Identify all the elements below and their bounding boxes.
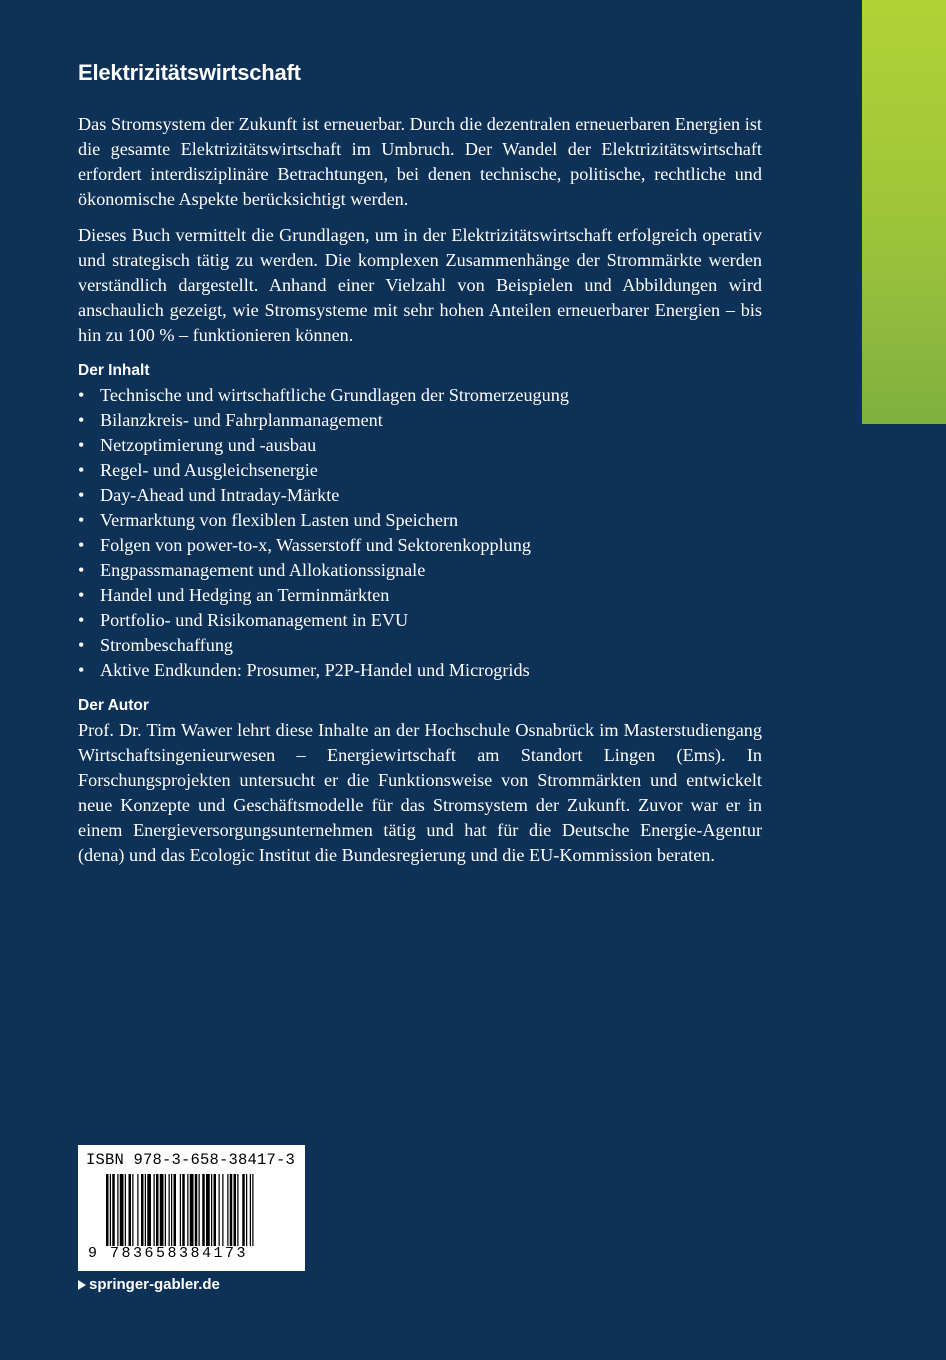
barcode-bar xyxy=(250,1174,251,1246)
barcode-bar xyxy=(252,1174,253,1246)
intro-paragraph: Dieses Buch vermittelt die Grundlagen, um in der Elektrizitätswirtschaft erfolgreich operativ und strategisch tätig zu werden. Die komplexen Zusammenhänge der Strommärkte werden verständlich dargestellt. Anhand einer Vielzahl von Beispielen und Abbildungen wird anschaulich gezeigt, wie Stromsysteme mit sehr hohen Anteilen erneuerbarer Energien – bis hin zu 100 % – funktionieren können. xyxy=(78,225,762,345)
barcode-bar xyxy=(211,1174,212,1246)
barcode-bar xyxy=(171,1174,172,1246)
barcode-bar xyxy=(206,1174,210,1246)
list-item: • Vermarktung von flexiblen Lasten und Speichern xyxy=(78,508,762,533)
barcode-bar xyxy=(190,1174,194,1246)
barcode-bar xyxy=(147,1174,151,1246)
barcode-bar xyxy=(106,1174,109,1246)
list-item: • Folgen von power-to-x, Wasserstoff und Sektorenkopplung xyxy=(78,533,762,558)
publisher-link[interactable] xyxy=(78,1276,220,1293)
author-heading: Der Autor xyxy=(78,697,149,714)
barcode-bar xyxy=(120,1174,124,1246)
list-item: • Engpassmanagement und Allokationssignale xyxy=(78,558,762,583)
barcode-bar xyxy=(182,1174,185,1246)
list-item: • Portfolio- und Risikomanagement in EVU xyxy=(78,608,762,633)
barcode-bar xyxy=(160,1174,164,1246)
barcode-bar xyxy=(145,1174,146,1246)
barcode-bar xyxy=(125,1174,126,1246)
book-title: Elektrizitätswirtschaft xyxy=(78,60,301,85)
barcode-bar xyxy=(174,1174,177,1246)
barcode-bar xyxy=(154,1174,155,1246)
list-item: • Day-Ahead und Intraday-Märkte xyxy=(78,483,762,508)
author-bio: Prof. Dr. Tim Wawer lehrt diese Inhalte an der Hochschule Osnabrück im Masterstudiengang Wirtschaftsingenieurwesen – Energiewirtschaft am Standort Lingen (Ems). In Forschungsprojekten untersucht er die Funktionsweise von Strommärkten und entwickelt neue Konzepte und Geschäftsmodelle für das Stromsystem der Zukunft. Zuvor war er in einem Energieversorgungsunternehmen tätig und hat für die Deutsche Energie-Agentur (dena) und das Ecologic Institut die Bundesregierung und die EU-Kommission beraten. xyxy=(78,720,762,865)
contents-list xyxy=(78,383,762,683)
back-cover-content xyxy=(78,60,762,879)
list-item: • Handel und Hedging an Terminmärkten xyxy=(78,583,762,608)
barcode-bar xyxy=(237,1174,238,1246)
barcode-bar xyxy=(199,1174,200,1246)
arrow-right-icon xyxy=(78,1280,86,1290)
green-accent-bar xyxy=(862,0,946,424)
barcode-bar xyxy=(187,1174,188,1246)
barcode-bar xyxy=(110,1174,111,1246)
barcode-bar xyxy=(242,1174,245,1246)
intro-paragraph: Das Stromsystem der Zukunft ist erneuerbar. Durch die dezentralen erneuerbaren Energien ist die gesamte Elektrizitätswirtschaft im Umbruch. Der Wandel der Elektrizitätswirtschaft erfordert interdisziplinäre Betrachtungen, bei denen technische, politische, rechtliche und ökonomische Aspekte berücksichtigt werden. xyxy=(78,114,762,209)
barcode-bar xyxy=(234,1174,237,1246)
barcode-bar xyxy=(156,1174,159,1246)
list-item: • Regel- und Ausgleichsenergie xyxy=(78,458,762,483)
ean-prefix-digit: 9 xyxy=(88,1245,98,1262)
barcode-bar xyxy=(230,1174,233,1246)
barcode-bar xyxy=(117,1174,118,1246)
barcode-bar xyxy=(180,1174,181,1246)
barcode-bar xyxy=(195,1174,198,1246)
barcode-bar xyxy=(165,1174,166,1246)
barcode-bar xyxy=(219,1174,220,1246)
list-item: • Netzoptimierung und -ausbau xyxy=(78,433,762,458)
list-item: • Strombeschaffung xyxy=(78,633,762,658)
barcode-bar xyxy=(137,1174,138,1246)
barcode-bar xyxy=(169,1174,170,1246)
barcode-bar xyxy=(141,1174,144,1246)
list-item: • Technische und wirtschaftliche Grundlagen der Stromerzeugung xyxy=(78,383,762,408)
contents-heading: Der Inhalt xyxy=(78,362,150,379)
barcode-bar xyxy=(202,1174,205,1246)
barcode-bar xyxy=(112,1174,115,1246)
ean-digits: 783658384173 xyxy=(110,1245,249,1262)
barcode-bar xyxy=(132,1174,133,1246)
barcode-bar xyxy=(214,1174,217,1246)
barcode-bar xyxy=(227,1174,228,1246)
isbn-barcode xyxy=(78,1145,305,1271)
barcode-bars xyxy=(106,1174,296,1246)
list-item: • Bilanzkreis- und Fahrplanmanagement xyxy=(78,408,762,433)
barcode-bar xyxy=(246,1174,247,1246)
isbn-number: ISBN 978-3-658-38417-3 xyxy=(86,1151,296,1169)
barcode-bar xyxy=(222,1174,223,1246)
list-item: • Aktive Endkunden: Prosumer, P2P-Handel und Microgrids xyxy=(78,658,762,683)
publisher-url: springer-gabler.de xyxy=(89,1276,220,1293)
barcode-bar xyxy=(129,1174,132,1246)
